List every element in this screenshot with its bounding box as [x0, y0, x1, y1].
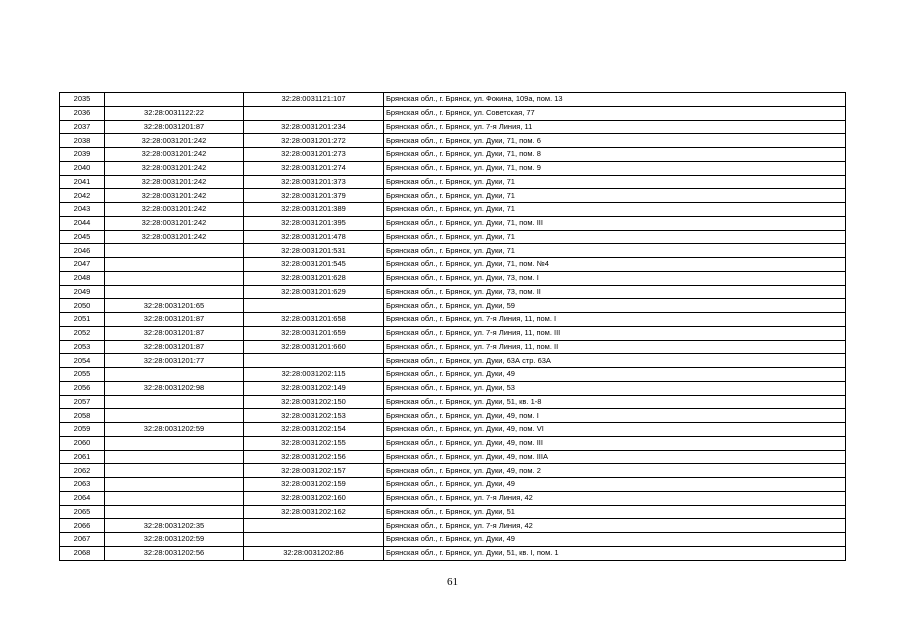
table-row: [60, 189, 846, 203]
cadastral-premises-cell: 32:28:0031202:160: [244, 491, 384, 505]
address-cell: Брянская обл., г. Брянск, ул. Дуки, 49: [384, 533, 846, 547]
cadastral-number-cell: 32:28:0031202:59: [105, 533, 244, 547]
cadastral-number-cell: 32:28:0031122:22: [105, 106, 244, 120]
cadastral-premises-cell: 32:28:0031202:150: [244, 395, 384, 409]
address-cell: Брянская обл., г. Брянск, ул. Дуки, 71, пом. №4: [384, 258, 846, 272]
cadastral-number-cell: 32:28:0031201:242: [105, 189, 244, 203]
address-cell: Брянская обл., г. Брянск, ул. 7-я Линия, 11: [384, 120, 846, 134]
registry-table: [59, 92, 846, 561]
address-cell: Брянская обл., г. Брянск, ул. Дуки, 49, пом. VI: [384, 423, 846, 437]
table-row: [60, 450, 846, 464]
address-cell: Брянская обл., г. Брянск, ул. Дуки, 71: [384, 230, 846, 244]
cadastral-number-cell: 32:28:0031201:87: [105, 313, 244, 327]
cadastral-number-cell: [105, 505, 244, 519]
cadastral-premises-cell: [244, 299, 384, 313]
cadastral-number-cell: 32:28:0031201:77: [105, 354, 244, 368]
cadastral-number-cell: 32:28:0031201:87: [105, 340, 244, 354]
row-number-cell: 2041: [60, 175, 105, 189]
table-row: [60, 464, 846, 478]
cadastral-premises-cell: 32:28:0031201:531: [244, 244, 384, 258]
address-cell: Брянская обл., г. Брянск, ул. Дуки, 51: [384, 505, 846, 519]
address-cell: Брянская обл., г. Брянск, ул. Дуки, 63А стр. 63А: [384, 354, 846, 368]
row-number-cell: 2064: [60, 491, 105, 505]
address-cell: Брянская обл., г. Брянск, ул. 7-я Линия, 42: [384, 519, 846, 533]
table-row: [60, 395, 846, 409]
row-number-cell: 2052: [60, 326, 105, 340]
table-row: [60, 120, 846, 134]
address-cell: Брянская обл., г. Брянск, ул. Дуки, 49: [384, 368, 846, 382]
cadastral-premises-cell: 32:28:0031202:157: [244, 464, 384, 478]
row-number-cell: 2047: [60, 258, 105, 272]
cadastral-premises-cell: 32:28:0031121:107: [244, 93, 384, 107]
cadastral-premises-cell: 32:28:0031201:373: [244, 175, 384, 189]
address-cell: Брянская обл., г. Брянск, ул. 7-я Линия, 42: [384, 491, 846, 505]
row-number-cell: 2060: [60, 436, 105, 450]
table-row: [60, 326, 846, 340]
address-cell: Брянская обл., г. Брянск, ул. Дуки, 49, пом. IIIA: [384, 450, 846, 464]
cadastral-premises-cell: 32:28:0031201:274: [244, 161, 384, 175]
row-number-cell: 2054: [60, 354, 105, 368]
table-row: [60, 216, 846, 230]
row-number-cell: 2067: [60, 533, 105, 547]
address-cell: Брянская обл., г. Брянск, ул. Дуки, 49, пом. 2: [384, 464, 846, 478]
cadastral-number-cell: [105, 93, 244, 107]
address-cell: Брянская обл., г. Брянск, ул. 7-я Линия, 11, пом. I: [384, 313, 846, 327]
address-cell: Брянская обл., г. Брянск, ул. Дуки, 71, пом. 8: [384, 148, 846, 162]
cadastral-number-cell: [105, 285, 244, 299]
cadastral-premises-cell: 32:28:0031202:155: [244, 436, 384, 450]
row-number-cell: 2039: [60, 148, 105, 162]
address-cell: Брянская обл., г. Брянск, ул. Дуки, 53: [384, 381, 846, 395]
row-number-cell: 2050: [60, 299, 105, 313]
address-cell: Брянская обл., г. Брянск, ул. Дуки, 71: [384, 244, 846, 258]
cadastral-number-cell: 32:28:0031201:87: [105, 326, 244, 340]
row-number-cell: 2051: [60, 313, 105, 327]
table-row: [60, 423, 846, 437]
row-number-cell: 2055: [60, 368, 105, 382]
address-cell: Брянская обл., г. Брянск, ул. Дуки, 71, пом. III: [384, 216, 846, 230]
row-number-cell: 2045: [60, 230, 105, 244]
row-number-cell: 2053: [60, 340, 105, 354]
cadastral-premises-cell: [244, 354, 384, 368]
address-cell: Брянская обл., г. Брянск, ул. 7-я Линия, 11, пом. II: [384, 340, 846, 354]
cadastral-number-cell: 32:28:0031201:242: [105, 161, 244, 175]
cadastral-number-cell: [105, 244, 244, 258]
cadastral-premises-cell: [244, 533, 384, 547]
address-cell: Брянская обл., г. Брянск, ул. Дуки, 51, кв. 1-8: [384, 395, 846, 409]
table-row: [60, 299, 846, 313]
cadastral-number-cell: 32:28:0031201:65: [105, 299, 244, 313]
address-cell: Брянская обл., г. Брянск, ул. Дуки, 49: [384, 478, 846, 492]
cadastral-number-cell: 32:28:0031201:242: [105, 216, 244, 230]
address-cell: Брянская обл., г. Брянск, ул. Фокина, 109а, пом. 13: [384, 93, 846, 107]
cadastral-premises-cell: 32:28:0031201:659: [244, 326, 384, 340]
cadastral-number-cell: 32:28:0031202:56: [105, 546, 244, 560]
row-number-cell: 2042: [60, 189, 105, 203]
row-number-cell: 2036: [60, 106, 105, 120]
address-cell: Брянская обл., г. Брянск, ул. 7-я Линия, 11, пом. III: [384, 326, 846, 340]
table-row: [60, 491, 846, 505]
address-cell: Брянская обл., г. Брянск, ул. Дуки, 73, пом. I: [384, 271, 846, 285]
row-number-cell: 2061: [60, 450, 105, 464]
row-number-cell: 2058: [60, 409, 105, 423]
row-number-cell: 2038: [60, 134, 105, 148]
row-number-cell: 2035: [60, 93, 105, 107]
table-row: [60, 533, 846, 547]
table-row: [60, 258, 846, 272]
table-row: [60, 161, 846, 175]
table-row: [60, 285, 846, 299]
cadastral-premises-cell: 32:28:0031202:149: [244, 381, 384, 395]
row-number-cell: 2037: [60, 120, 105, 134]
row-number-cell: 2068: [60, 546, 105, 560]
cadastral-number-cell: [105, 436, 244, 450]
table-row: [60, 106, 846, 120]
cadastral-premises-cell: [244, 519, 384, 533]
table-row: [60, 354, 846, 368]
address-cell: Брянская обл., г. Брянск, ул. Дуки, 71: [384, 175, 846, 189]
cadastral-number-cell: 32:28:0031201:242: [105, 175, 244, 189]
cadastral-number-cell: 32:28:0031202:59: [105, 423, 244, 437]
cadastral-number-cell: 32:28:0031201:242: [105, 230, 244, 244]
table-row: [60, 134, 846, 148]
cadastral-premises-cell: 32:28:0031202:159: [244, 478, 384, 492]
address-cell: Брянская обл., г. Брянск, ул. Дуки, 49, пом. III: [384, 436, 846, 450]
cadastral-premises-cell: 32:28:0031201:629: [244, 285, 384, 299]
cadastral-premises-cell: 32:28:0031201:395: [244, 216, 384, 230]
page-number: 61: [447, 576, 458, 588]
cadastral-premises-cell: 32:28:0031202:115: [244, 368, 384, 382]
table-row: [60, 93, 846, 107]
row-number-cell: 2057: [60, 395, 105, 409]
table-row: [60, 230, 846, 244]
cadastral-premises-cell: 32:28:0031202:162: [244, 505, 384, 519]
cadastral-premises-cell: 32:28:0031201:478: [244, 230, 384, 244]
address-cell: Брянская обл., г. Брянск, ул. Советская, 77: [384, 106, 846, 120]
cadastral-number-cell: 32:28:0031201:242: [105, 148, 244, 162]
row-number-cell: 2048: [60, 271, 105, 285]
table-row: [60, 505, 846, 519]
table-row: [60, 203, 846, 217]
cadastral-number-cell: 32:28:0031201:242: [105, 203, 244, 217]
row-number-cell: 2059: [60, 423, 105, 437]
row-number-cell: 2065: [60, 505, 105, 519]
address-cell: Брянская обл., г. Брянск, ул. Дуки, 73, пом. II: [384, 285, 846, 299]
table-row: [60, 519, 846, 533]
cadastral-number-cell: [105, 368, 244, 382]
address-cell: Брянская обл., г. Брянск, ул. Дуки, 59: [384, 299, 846, 313]
cadastral-number-cell: [105, 464, 244, 478]
row-number-cell: 2056: [60, 381, 105, 395]
row-number-cell: 2040: [60, 161, 105, 175]
cadastral-premises-cell: 32:28:0031201:658: [244, 313, 384, 327]
cadastral-premises-cell: 32:28:0031201:545: [244, 258, 384, 272]
cadastral-premises-cell: 32:28:0031201:234: [244, 120, 384, 134]
address-cell: Брянская обл., г. Брянск, ул. Дуки, 71, пом. 9: [384, 161, 846, 175]
registry-table-body: [60, 93, 846, 561]
cadastral-premises-cell: 32:28:0031202:156: [244, 450, 384, 464]
cadastral-number-cell: [105, 409, 244, 423]
cadastral-premises-cell: 32:28:0031201:628: [244, 271, 384, 285]
row-number-cell: 2044: [60, 216, 105, 230]
table-row: [60, 244, 846, 258]
cadastral-number-cell: 32:28:0031201:87: [105, 120, 244, 134]
cadastral-number-cell: 32:28:0031202:35: [105, 519, 244, 533]
table-row: [60, 409, 846, 423]
table-row: [60, 148, 846, 162]
table-row: [60, 546, 846, 560]
address-cell: Брянская обл., г. Брянск, ул. Дуки, 71, пом. 6: [384, 134, 846, 148]
table-row: [60, 436, 846, 450]
table-row: [60, 175, 846, 189]
row-number-cell: 2043: [60, 203, 105, 217]
cadastral-premises-cell: 32:28:0031202:153: [244, 409, 384, 423]
table-row: [60, 313, 846, 327]
cadastral-premises-cell: 32:28:0031202:154: [244, 423, 384, 437]
cadastral-premises-cell: 32:28:0031201:660: [244, 340, 384, 354]
table-row: [60, 478, 846, 492]
cadastral-number-cell: 32:28:0031202:98: [105, 381, 244, 395]
address-cell: Брянская обл., г. Брянск, ул. Дуки, 71: [384, 189, 846, 203]
row-number-cell: 2046: [60, 244, 105, 258]
address-cell: Брянская обл., г. Брянск, ул. Дуки, 49, пом. I: [384, 409, 846, 423]
row-number-cell: 2049: [60, 285, 105, 299]
cadastral-number-cell: [105, 271, 244, 285]
table-row: [60, 381, 846, 395]
table-row: [60, 340, 846, 354]
cadastral-number-cell: [105, 491, 244, 505]
cadastral-premises-cell: 32:28:0031201:272: [244, 134, 384, 148]
table-row: [60, 271, 846, 285]
cadastral-premises-cell: 32:28:0031201:273: [244, 148, 384, 162]
cadastral-number-cell: [105, 395, 244, 409]
address-cell: Брянская обл., г. Брянск, ул. Дуки, 51, кв. I, пом. 1: [384, 546, 846, 560]
row-number-cell: 2063: [60, 478, 105, 492]
cadastral-number-cell: 32:28:0031201:242: [105, 134, 244, 148]
row-number-cell: 2062: [60, 464, 105, 478]
row-number-cell: 2066: [60, 519, 105, 533]
cadastral-premises-cell: 32:28:0031201:379: [244, 189, 384, 203]
cadastral-premises-cell: 32:28:0031202:86: [244, 546, 384, 560]
table-row: [60, 368, 846, 382]
cadastral-number-cell: [105, 478, 244, 492]
address-cell: Брянская обл., г. Брянск, ул. Дуки, 71: [384, 203, 846, 217]
cadastral-number-cell: [105, 450, 244, 464]
cadastral-premises-cell: 32:28:0031201:389: [244, 203, 384, 217]
cadastral-number-cell: [105, 258, 244, 272]
cadastral-premises-cell: [244, 106, 384, 120]
